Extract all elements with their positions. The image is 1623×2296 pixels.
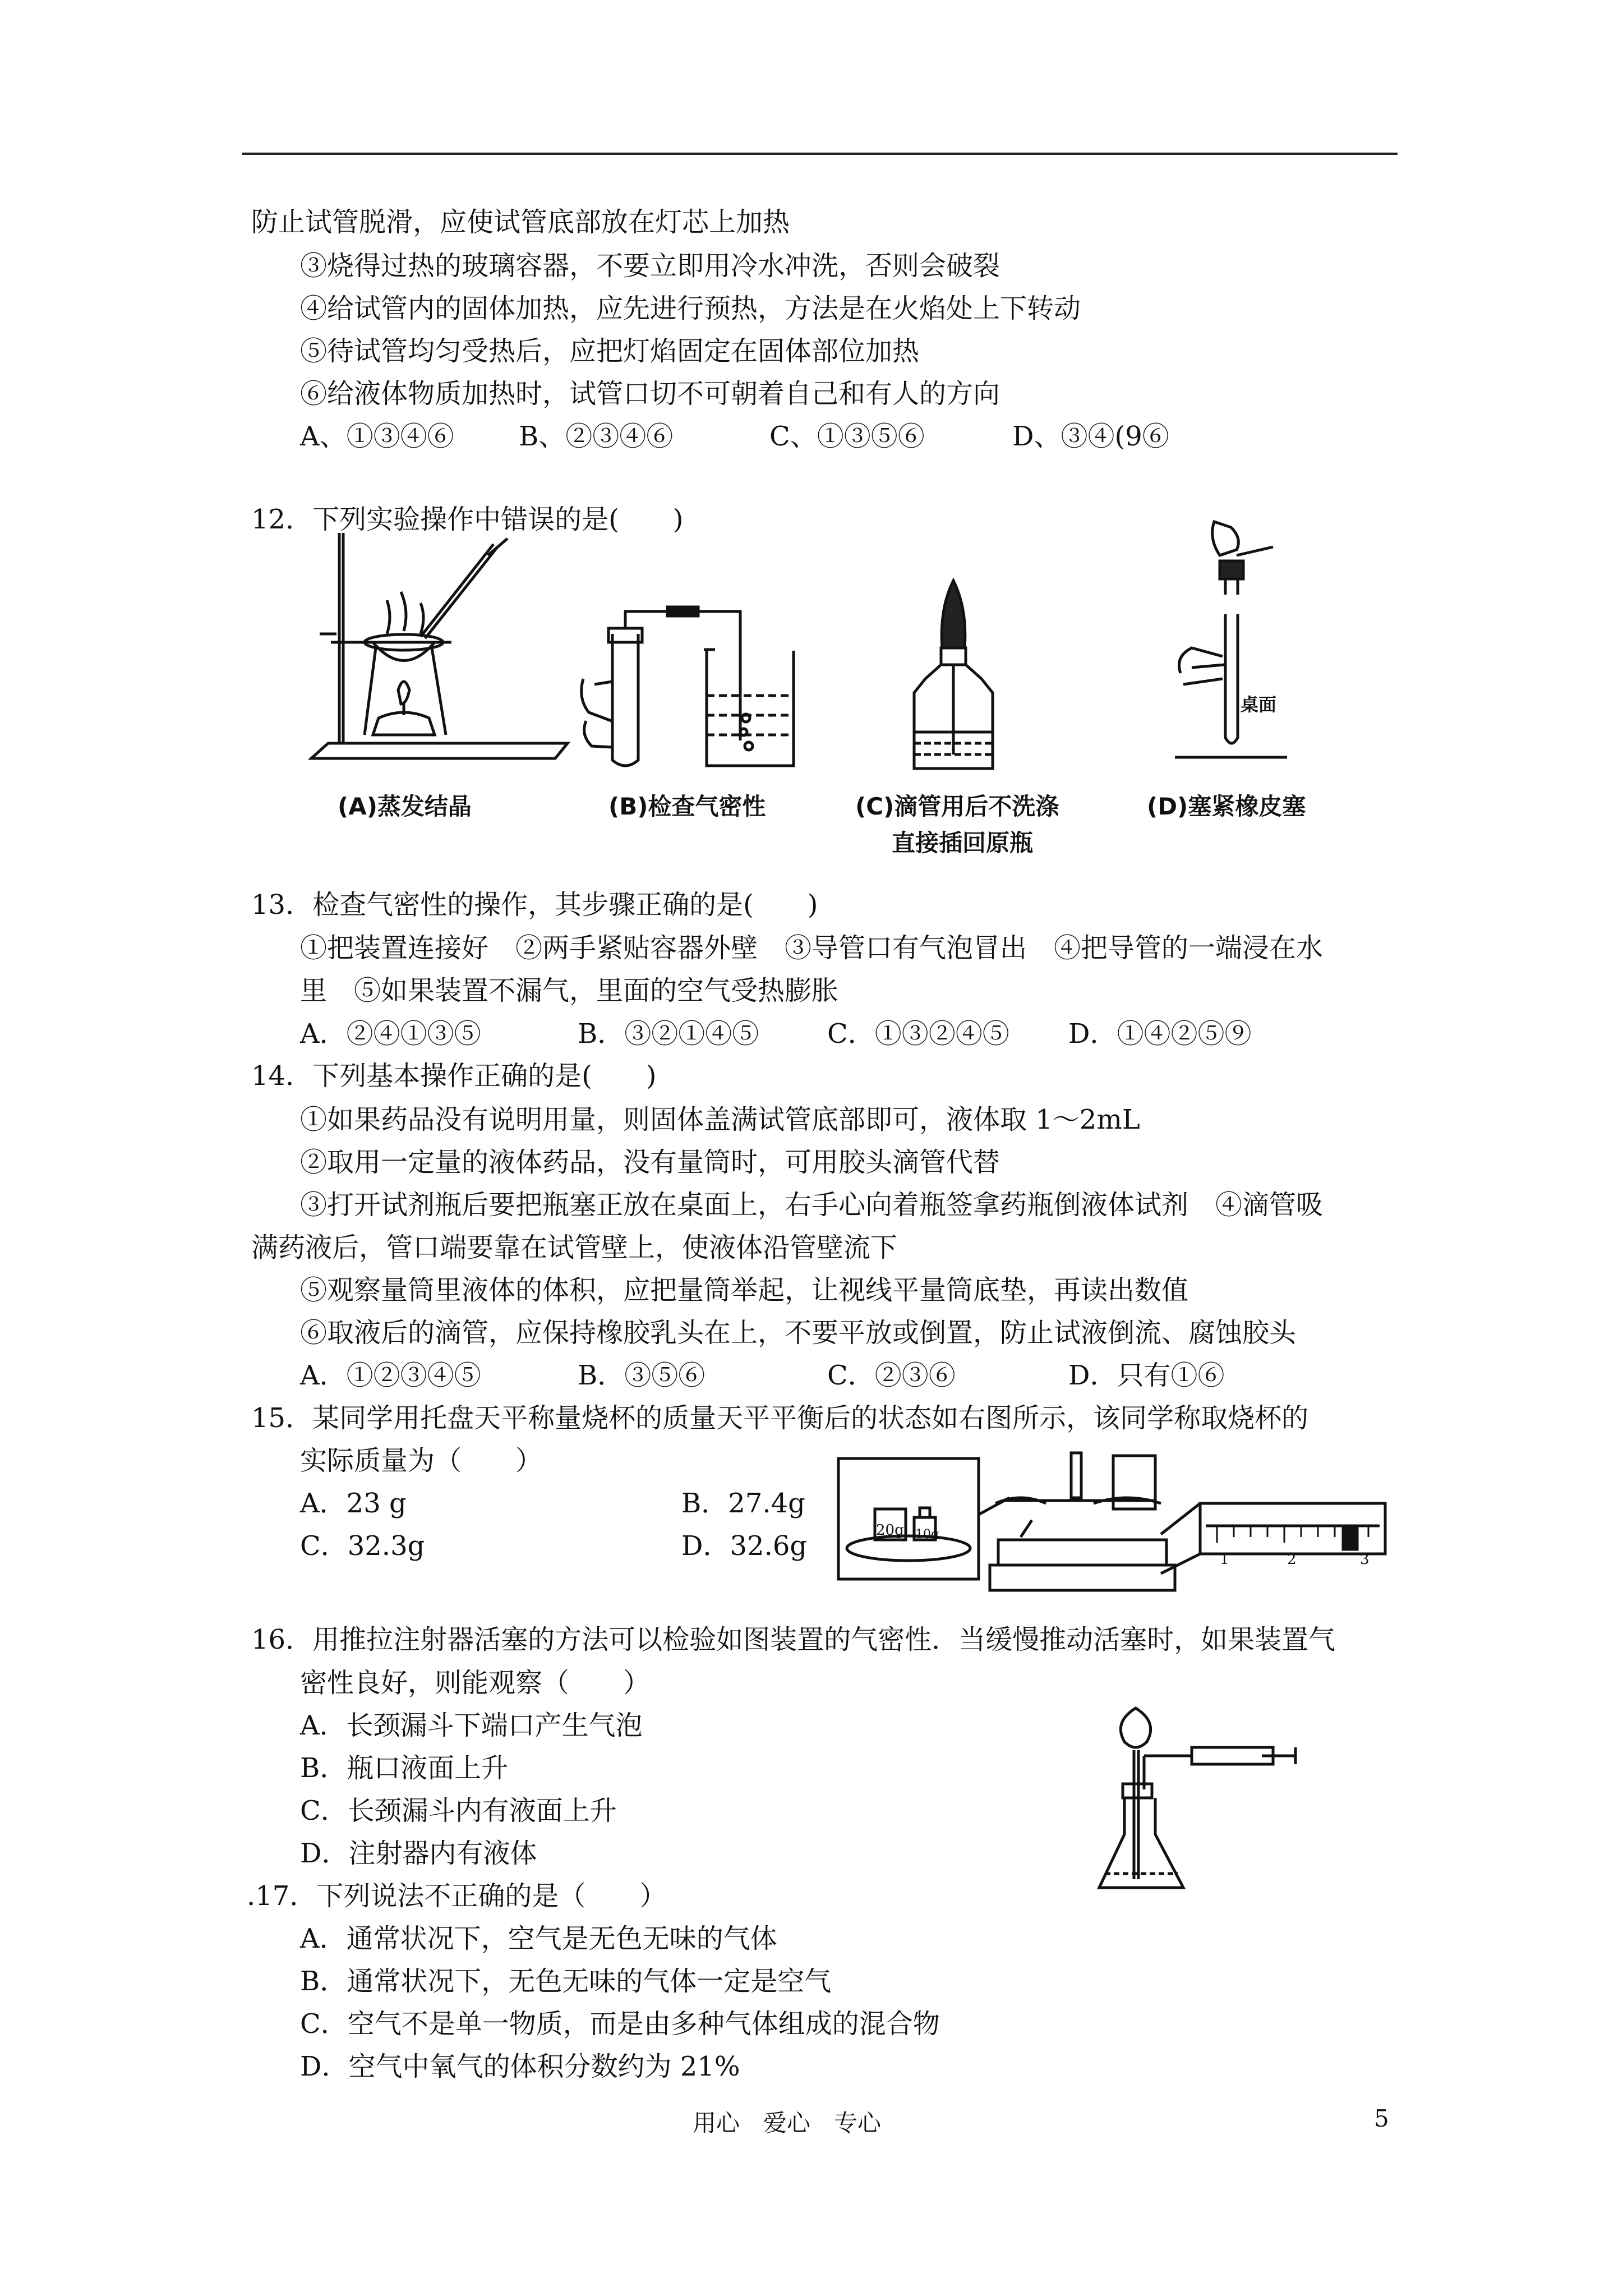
q15-option-a: A．23 g <box>300 1488 407 1519</box>
q14-line-1: ①如果药品没有说明用量，则固体盖满试管底部即可，液体取 1～2mL <box>300 1104 1140 1135</box>
q14-option-b: B．③⑤⑥ <box>578 1360 706 1391</box>
q13-option-a: A．②④①③⑤ <box>300 1018 481 1050</box>
q14-line-2: ②取用一定量的液体药品，没有量筒时，可用胶头滴管代替 <box>300 1147 1000 1178</box>
q11-option-d: D、③④(9⑥ <box>1012 421 1169 452</box>
q16-option-b: B．瓶口液面上升 <box>300 1752 509 1784</box>
figure-d-label: (D)塞紧橡皮塞 <box>1147 793 1306 820</box>
q17-option-b: B．通常状况下，无色无味的气体一定是空气 <box>300 1966 832 1997</box>
stopper-test-tube-figure <box>1169 516 1321 763</box>
q16-option-a: A．长颈漏斗下端口产生气泡 <box>300 1710 643 1741</box>
q13-steps-line-1: ①把装置连接好 ②两手紧贴容器外壁 ③导管口有气泡冒出 ④把导管的一端浸在水 <box>300 932 1324 964</box>
dropper-bottle-figure <box>909 575 998 774</box>
q17-option-c: C．空气不是单一物质，而是由多种气体组成的混合物 <box>300 2008 940 2040</box>
figure-c-label-1: (C)滴管用后不洗涤 <box>855 793 1059 820</box>
syringe-flask-figure <box>1094 1700 1307 1902</box>
q17-stem: .17．下列说法不正确的是（ ） <box>247 1880 667 1912</box>
q15-stem-2: 实际质量为（ ） <box>300 1445 543 1476</box>
q13-steps-line-2: 里 ⑤如果装置不漏气，里面的空气受热膨胀 <box>300 975 839 1006</box>
q17-option-a: A．通常状况下，空气是无色无味的气体 <box>300 1923 777 1954</box>
q13-option-b: B．③②①④⑤ <box>578 1018 759 1050</box>
figure-c-label-2: 直接插回原瓶 <box>892 829 1034 857</box>
evaporation-apparatus-figure <box>308 522 572 769</box>
q11-option-a: A、①③④⑥ <box>300 421 454 452</box>
q11-line-3: ④给试管内的固体加热，应先进行预热，方法是在火焰处上下转动 <box>300 293 1081 324</box>
q16-stem-2: 密性良好，则能观察（ ） <box>300 1667 651 1699</box>
q11-line-5: ⑥给液体物质加热时，试管口切不可朝着自己和有人的方向 <box>300 378 1000 409</box>
q16-stem: 16．用推拉注射器活塞的方法可以检验如图装置的气密性．当缓慢推动活塞时，如果装置气 <box>251 1624 1336 1655</box>
q16-option-d: D．注射器内有液体 <box>300 1838 537 1869</box>
q12-stem: 12．下列实验操作中错误的是( ) <box>251 504 684 535</box>
q14-option-a: A．①②③④⑤ <box>300 1360 481 1391</box>
q15-stem: 15．某同学用托盘天平称量烧杯的质量天平平衡后的状态如右图所示，该同学称取烧杯的 <box>251 1402 1309 1434</box>
scale-tick-2: 2 <box>1287 1551 1297 1568</box>
q11-line-2: ③烧得过热的玻璃容器，不要立即用冷水冲洗，否则会破裂 <box>300 250 1000 282</box>
q14-line-4: 满药液后，管口端要靠在试管壁上，使液体沿管壁流下 <box>251 1232 898 1263</box>
q14-option-c: C．②③⑥ <box>827 1360 956 1391</box>
q14-option-d: D．只有①⑥ <box>1068 1360 1225 1391</box>
q11-line-1: 防止试管脱滑，应使试管底部放在灯芯上加热 <box>251 206 790 238</box>
q16-option-c: C．长颈漏斗内有液面上升 <box>300 1795 617 1826</box>
figure-b-label: (B)检查气密性 <box>608 793 766 820</box>
q11-line-4: ⑤待试管均匀受热后，应把灯焰固定在固体部位加热 <box>300 335 920 367</box>
scale-tick-1: 1 <box>1220 1551 1229 1568</box>
page-number: 5 <box>1374 2105 1389 2132</box>
airtightness-check-figure <box>578 600 813 774</box>
footer-motto: 用心 爱心 专心 <box>693 2109 882 2137</box>
scale-tick-3: 3 <box>1360 1551 1370 1568</box>
q14-line-6: ⑥取液后的滴管，应保持橡胶乳头在上，不要平放或倒置，防止试液倒流、腐蚀胶头 <box>300 1317 1297 1349</box>
q13-option-c: C．①③②④⑤ <box>827 1018 1009 1050</box>
q13-stem: 13．检查气密性的操作，其步骤正确的是( ) <box>251 889 818 921</box>
q15-option-b: B．27.4g <box>681 1488 805 1519</box>
weight-20g: 20g <box>876 1522 904 1539</box>
q13-option-d: D．①④②⑤⑨ <box>1068 1018 1252 1050</box>
q15-option-d: D．32.6g <box>681 1530 808 1562</box>
q14-line-3: ③打开试剂瓶后要把瓶塞正放在桌面上，右手心向着瓶签拿药瓶倒液体试剂 ④滴管吸 <box>300 1189 1324 1221</box>
q11-option-b: B、②③④⑥ <box>519 421 674 452</box>
q14-stem: 14．下列基本操作正确的是( ) <box>251 1060 657 1092</box>
q15-option-c: C．32.3g <box>300 1530 425 1562</box>
q17-option-d: D．空气中氧气的体积分数约为 21% <box>300 2051 740 2082</box>
desk-label: 桌面 <box>1241 694 1277 715</box>
q11-option-c: C、①③⑤⑥ <box>769 421 925 452</box>
q14-line-5: ⑤观察量筒里液体的体积，应把量筒举起，让视线平量筒底垫，再读出数值 <box>300 1274 1189 1306</box>
weight-10g: 10g <box>915 1527 939 1542</box>
header-rule <box>242 153 1398 155</box>
figure-a-label: (A)蒸发结晶 <box>338 793 472 820</box>
